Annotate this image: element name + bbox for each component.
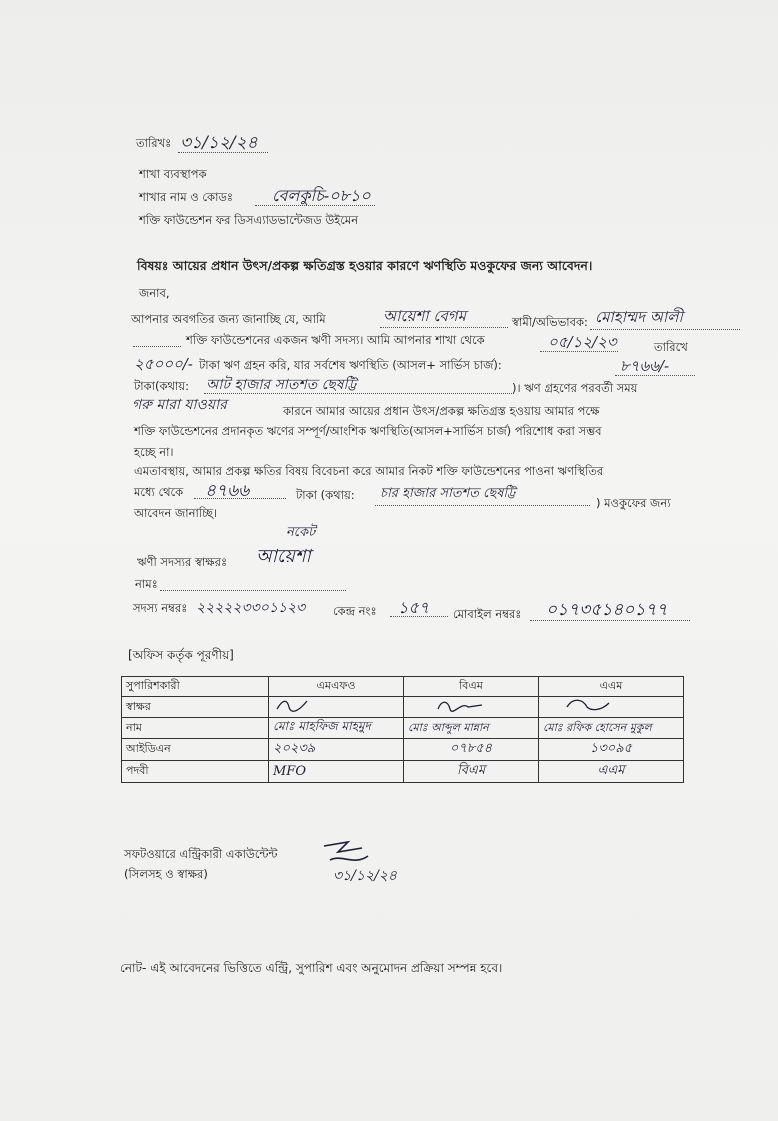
date-label: তারিখঃ bbox=[136, 136, 172, 150]
para1-date-suffix: তারিখে bbox=[654, 340, 688, 354]
para1-leading-dots bbox=[133, 346, 181, 347]
accountant-label: সফটওয়ারে এন্ট্রিকারী একাউন্টেন্ট bbox=[124, 847, 278, 861]
name-label: নামঃ bbox=[135, 577, 158, 591]
loan-amount-value: ২৫০০০/- bbox=[134, 355, 193, 373]
guardian-label: স্বামী/অভিভাবক: bbox=[512, 315, 588, 329]
bm-designation: বিএম bbox=[404, 761, 539, 783]
loan-date-underline bbox=[540, 351, 618, 352]
waiver-words-value: চার হাজার সাতশত ছেষট্টি bbox=[380, 486, 516, 501]
waiver-words-underline bbox=[375, 505, 590, 506]
para1-end: হচ্ছে না। bbox=[134, 445, 174, 459]
header-am: এএম bbox=[539, 677, 684, 697]
mfo-signature bbox=[269, 697, 404, 718]
applicant-name-value: আয়েশা বেগম bbox=[383, 307, 466, 325]
subject-line: বিষয়ঃ আয়ের প্রধান উৎস/প্রকল্প ক্ষতিগ্রস্ত হওয়ার কারণে ঋণস্থিতি মওকুফের জন্য আবেদন। bbox=[137, 258, 593, 273]
signature-label: ঋণী সদস্যর স্বাক্ষরঃ bbox=[137, 555, 228, 569]
guardian-value: মোহাম্মদ আলী bbox=[595, 308, 683, 326]
mobile-value: ০১৭৩৫১৪০১৭৭ bbox=[546, 600, 668, 620]
balance-underline bbox=[615, 375, 695, 376]
kendra-value: ১৫৭ bbox=[398, 598, 430, 617]
salutation: জনাব, bbox=[139, 286, 170, 300]
kendra-underline bbox=[390, 616, 448, 617]
mobile-label: মোবাইল নম্বরঃ bbox=[453, 607, 522, 621]
para1-words-label: টাকা(কথায়: bbox=[134, 379, 189, 393]
name-underline bbox=[160, 590, 346, 591]
para1-after-words: )। ঋণ গ্রহণের পরবর্তী সময় bbox=[512, 381, 638, 395]
para2-intro: এমতাবস্থায়, আমার প্রকল্প ক্ষতির বিষয় বিবেচনা করে আমার নিকট শক্তি ফাউন্ডেশনের পাওনা ঋণস্থিতির bbox=[134, 464, 604, 478]
table-row bbox=[122, 739, 684, 761]
date-underline bbox=[178, 152, 268, 153]
bm-signature-scribble bbox=[408, 697, 488, 713]
applicant-name-underline bbox=[380, 327, 508, 328]
bm-name: মোঃ আব্দুল মান্নান bbox=[404, 718, 539, 739]
am-idn: ১৩০৯৫ bbox=[539, 739, 684, 761]
am-designation: এএম bbox=[539, 761, 684, 783]
guardian-underline bbox=[590, 329, 740, 330]
member-signature: আয়েশা bbox=[256, 546, 311, 567]
para1-intro: আপনার অবগতির জন্য জানাচ্ছি যে, আমি bbox=[131, 312, 326, 326]
table-row bbox=[122, 718, 684, 739]
para2-from: মধ্যে থেকে bbox=[134, 485, 184, 499]
para2-end: আবেদন জানাচ্ছি। bbox=[134, 506, 218, 520]
waiver-amount-underline bbox=[194, 498, 286, 499]
mobile-underline bbox=[530, 620, 690, 621]
table-header-row bbox=[122, 677, 684, 697]
mfo-idn: ২০২৩৯ bbox=[269, 739, 404, 761]
accountant-date: ৩১/১২/২৪ bbox=[333, 868, 397, 884]
am-signature bbox=[539, 697, 684, 718]
loan-date-value: ০৫/১২/২৩ bbox=[548, 333, 617, 351]
am-signature-scribble bbox=[543, 697, 623, 713]
para2-waiver-text: ) মওকুফের জন্য bbox=[596, 496, 671, 510]
member-no-value: ২২২২২৩৩০১১২৩ bbox=[196, 600, 306, 616]
foundation-line: শক্তি ফাউন্ডেশন ফর ডিসএ্যাডভান্টেজড উইমেন bbox=[139, 213, 359, 227]
branch-manager-label: শাখা ব্যবস্থাপক bbox=[139, 167, 207, 181]
branch-underline bbox=[255, 205, 375, 206]
signature-note: নকেট bbox=[286, 525, 316, 540]
para1-loan-text: টাকা ঋণ গ্রহন করি, যার সর্বশেষ ঋণস্থিতি (আসল+ সার্ভিস চার্জ): bbox=[199, 358, 502, 372]
office-recommendation-table bbox=[121, 676, 684, 783]
balance-words-underline bbox=[204, 393, 514, 394]
para1-membership: শক্তি ফাউন্ডেশনের একজন ঋণী সদস্য। আমি আপনার শাখা থেকে bbox=[186, 333, 485, 347]
para1-reason-text: কারনে আমার আয়ের প্রধান উৎস/প্রকল্প ক্ষতিগ্রস্ত হওয়ায় আমার পক্ষে bbox=[283, 404, 600, 418]
mfo-designation: MFO bbox=[269, 761, 404, 783]
header-mfo: এমএফও bbox=[269, 677, 404, 697]
table-row bbox=[122, 761, 684, 783]
date-value: ৩১/১২/২৪ bbox=[180, 133, 258, 153]
damage-reason-value: গরু মারা যাওয়ার bbox=[132, 397, 227, 413]
header-bm: বিএম bbox=[404, 677, 539, 697]
am-name: মোঃ রফিক হোসেন মুকুল bbox=[539, 718, 684, 739]
member-no-label: সদস্য নম্বরঃ bbox=[133, 601, 188, 615]
para2-taka-label: টাকা (কথায়: bbox=[296, 488, 355, 502]
balance-words-value: আট হাজার সাতশত ছেষট্টি bbox=[206, 377, 357, 393]
bm-idn: ০৭৮৫৪ bbox=[404, 739, 539, 761]
para1-repay-text: শক্তি ফাউন্ডেশনের প্রদানকৃত ঋণের সম্পূর্ণ/আংশিক ঋণস্থিতি(আসল+সার্ভিস চার্জ) পরিশোধ করা সম্ভব bbox=[134, 424, 602, 438]
table-row bbox=[122, 697, 684, 718]
row-label-name: নাম bbox=[122, 718, 269, 739]
footer-note: নোট- এই আবেদনের ভিত্তিতে এন্ট্রি, সুপারিশ এবং অনুমোদন প্রক্রিয়া সম্পন্ন হবে। bbox=[120, 961, 503, 975]
branch-name-value: বেলকুচি-০৮১০ bbox=[272, 186, 371, 205]
mfo-signature-scribble bbox=[273, 697, 313, 713]
accountant-seal-label: (সিলসহ ও স্বাক্ষর) bbox=[124, 867, 208, 881]
kendra-label: কেন্দ্র নংঃ bbox=[333, 604, 377, 618]
row-label-idn: আইডিএন bbox=[122, 739, 269, 761]
balance-value: ৮৭৬৬/- bbox=[620, 357, 670, 375]
mfo-name: মোঃ মাহফিজ মাহমুদ bbox=[269, 718, 404, 739]
branch-name-label: শাখার নাম ও কোডঃ bbox=[139, 190, 234, 204]
row-label-designation: পদবী bbox=[122, 761, 269, 783]
waiver-amount-value: ৪৭৬৬ bbox=[205, 481, 250, 501]
row-label-signature: স্বাক্ষর bbox=[122, 697, 269, 718]
office-heading: [অফিস কর্তৃক পূরণীয়] bbox=[128, 648, 234, 662]
header-recommender: সুপারিশকারী bbox=[122, 677, 269, 697]
bm-signature bbox=[404, 697, 539, 718]
